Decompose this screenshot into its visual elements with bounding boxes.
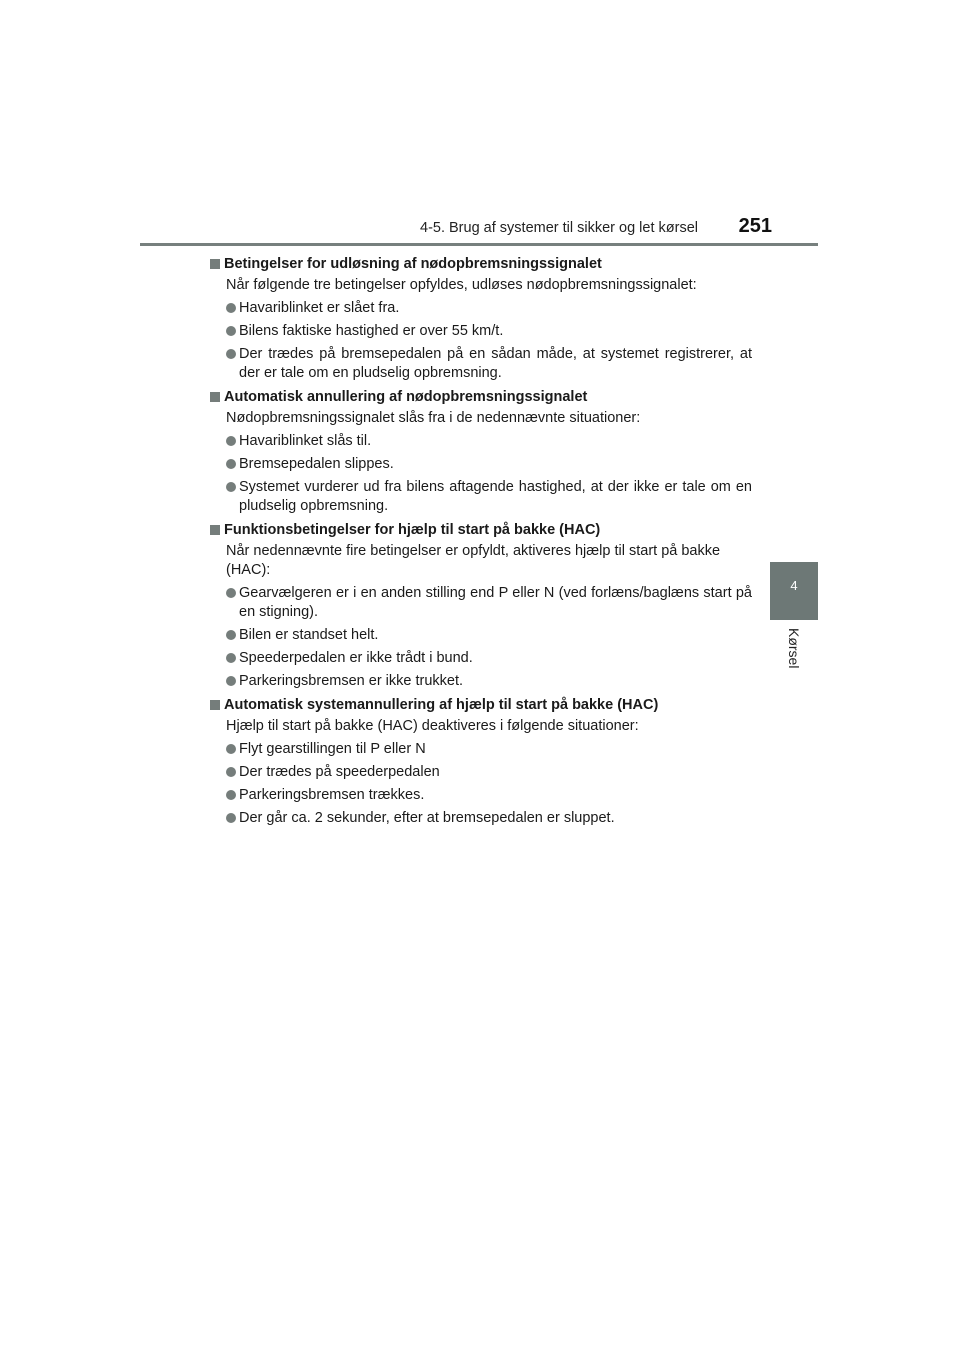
section-heading bbox=[210, 387, 760, 408]
circle-bullet-icon bbox=[226, 813, 236, 823]
list-item bbox=[226, 584, 760, 622]
list-item-text: Bilens faktiske hastighed er over 55 km/t. bbox=[239, 323, 504, 339]
list-item-text: Der trædes på bremsepedalen på en sådan måde, at systemet registrerer, at der er tale om en pludselig opbremsning. bbox=[239, 346, 752, 381]
square-bullet-icon bbox=[210, 392, 220, 402]
page-number: 251 bbox=[738, 215, 772, 237]
circle-bullet-icon bbox=[226, 436, 236, 446]
chapter-label: Kørsel bbox=[786, 628, 802, 669]
section-intro: Hjælp til start på bakke (HAC) deaktiveres i følgende situationer: bbox=[226, 718, 639, 734]
square-bullet-icon bbox=[210, 259, 220, 269]
chapter-tab bbox=[770, 562, 818, 620]
section-heading-text: Funktionsbetingelser for hjælp til start på bakke (HAC) bbox=[224, 522, 601, 538]
list-item-text: Havariblinket slås til. bbox=[239, 433, 372, 449]
section-heading-text: Automatisk systemannullering af hjælp til start på bakke (HAC) bbox=[224, 697, 659, 713]
page-content bbox=[210, 254, 760, 832]
circle-bullet-icon bbox=[226, 630, 236, 640]
section-intro: Når følgende tre betingelser opfyldes, udløses nødopbremsningssignalet: bbox=[226, 277, 697, 293]
circle-bullet-icon bbox=[226, 349, 236, 359]
chapter-number: 4 bbox=[790, 578, 798, 593]
list-item bbox=[226, 455, 760, 474]
circle-bullet-icon bbox=[226, 653, 236, 663]
circle-bullet-icon bbox=[226, 482, 236, 492]
square-bullet-icon bbox=[210, 700, 220, 710]
list-item-text: Parkeringsbremsen trækkes. bbox=[239, 787, 425, 803]
section-heading bbox=[210, 520, 760, 541]
list-item-text: Parkeringsbremsen er ikke trukket. bbox=[239, 673, 464, 689]
list-item bbox=[226, 672, 760, 691]
section-intro: Nødopbremsningssignalet slås fra i de nedennævnte situationer: bbox=[226, 410, 641, 426]
list-item-text: Der trædes på speederpedalen bbox=[239, 764, 440, 780]
section-emergency-signal-cancel bbox=[210, 387, 760, 516]
section-heading bbox=[210, 254, 760, 275]
circle-bullet-icon bbox=[226, 767, 236, 777]
circle-bullet-icon bbox=[226, 744, 236, 754]
bullet-list bbox=[210, 740, 760, 828]
circle-bullet-icon bbox=[226, 676, 236, 686]
list-item-text: Havariblinket er slået fra. bbox=[239, 300, 400, 316]
section-title: 4-5. Brug af systemer til sikker og let kørsel bbox=[420, 220, 698, 236]
section-heading bbox=[210, 695, 760, 716]
list-item bbox=[226, 786, 760, 805]
section-intro: Når nedennævnte fire betingelser er opfyldt, aktiveres hjælp til start på bakke (HAC): bbox=[226, 543, 721, 578]
list-item bbox=[226, 763, 760, 782]
list-item-text: Gearvælgeren er i en anden stilling end P eller N (ved forlæns/baglæns start på en stigning). bbox=[239, 585, 752, 620]
list-item bbox=[226, 322, 760, 341]
list-item bbox=[226, 809, 760, 828]
list-item bbox=[226, 649, 760, 668]
circle-bullet-icon bbox=[226, 588, 236, 598]
list-item bbox=[226, 740, 760, 759]
section-hac-cancel bbox=[210, 695, 760, 828]
circle-bullet-icon bbox=[226, 459, 236, 469]
list-item bbox=[226, 478, 760, 516]
list-item bbox=[226, 626, 760, 645]
list-item-text: Bilen er standset helt. bbox=[239, 627, 379, 643]
circle-bullet-icon bbox=[226, 790, 236, 800]
list-item-text: Bremsepedalen slippes. bbox=[239, 456, 394, 472]
list-item-text: Flyt gearstillingen til P eller N bbox=[239, 741, 426, 757]
bullet-list bbox=[210, 299, 760, 383]
section-heading-text: Betingelser for udløsning af nødopbremsningssignalet bbox=[224, 256, 602, 272]
section-emergency-signal-conditions bbox=[210, 254, 760, 383]
bullet-list bbox=[210, 432, 760, 516]
list-item-text: Systemet vurderer ud fra bilens aftagende hastighed, at der ikke er tale om en pludselig opbremsning. bbox=[239, 479, 752, 514]
bullet-list bbox=[210, 584, 760, 691]
header-rule bbox=[140, 243, 818, 246]
list-item bbox=[226, 345, 760, 383]
page-header bbox=[140, 210, 818, 246]
list-item-text: Speederpedalen er ikke trådt i bund. bbox=[239, 650, 473, 666]
circle-bullet-icon bbox=[226, 303, 236, 313]
circle-bullet-icon bbox=[226, 326, 236, 336]
list-item bbox=[226, 299, 760, 318]
section-hac-conditions bbox=[210, 520, 760, 691]
list-item bbox=[226, 432, 760, 451]
list-item-text: Der går ca. 2 sekunder, efter at bremsepedalen er sluppet. bbox=[239, 810, 615, 826]
section-heading-text: Automatisk annullering af nødopbremsningssignalet bbox=[224, 389, 588, 405]
square-bullet-icon bbox=[210, 525, 220, 535]
